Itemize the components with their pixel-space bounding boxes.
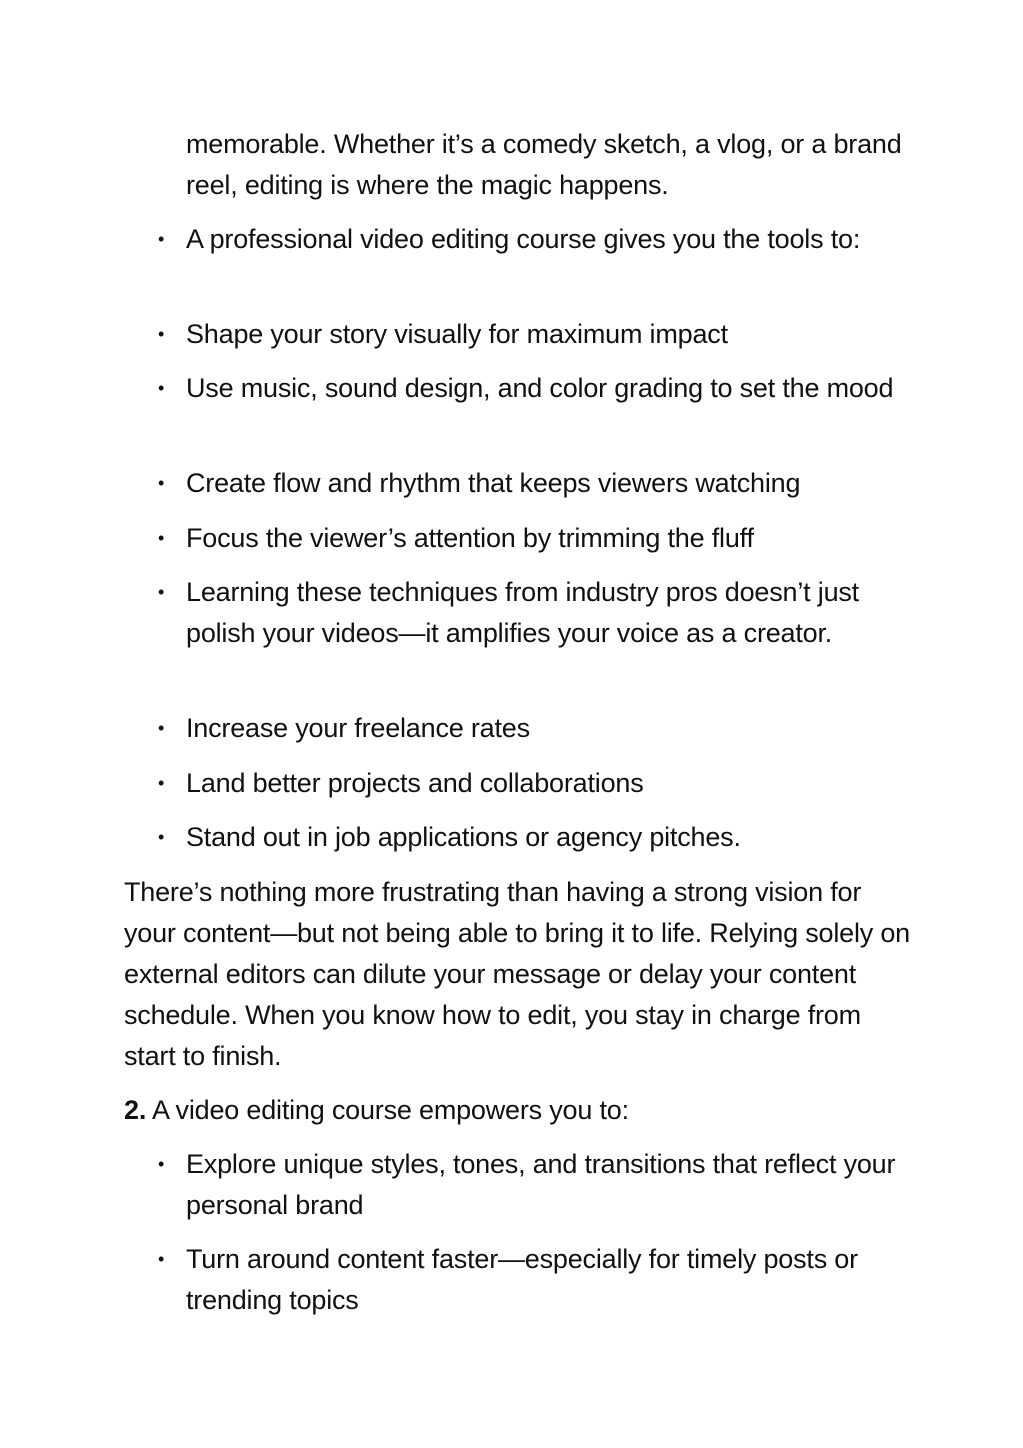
section-number: 2.	[124, 1095, 147, 1125]
bullet-icon: •	[157, 1154, 165, 1174]
list-item-text: Create flow and rhythm that keeps viewers watching	[186, 468, 801, 498]
bullet-icon: •	[157, 324, 165, 344]
list-item-text: Stand out in job applications or agency pitches.	[186, 822, 741, 852]
list-item-text: Increase your freelance rates	[186, 713, 530, 743]
bullet-icon: •	[157, 718, 165, 738]
list-item-text: Shape your story visually for maximum impact	[186, 319, 728, 349]
list-item-text: Focus the viewer’s attention by trimming the fluff	[186, 523, 754, 553]
list-item-text: Land better projects and collaborations	[186, 768, 644, 798]
bullet-icon: •	[157, 473, 165, 493]
bullet-icon: •	[157, 528, 165, 548]
list-item-text: Explore unique styles, tones, and transitions that reflect your personal brand	[186, 1149, 896, 1220]
body-paragraph: There’s nothing more frustrating than having a strong vision for your content—but not being able to bring it to life. Relying solely on external editors can dilute your message or delay your content schedule. When you know how to edit, you stay in charge from start to finish.	[124, 877, 910, 1071]
list-item-text: A professional video editing course gives you the tools to:	[186, 224, 861, 254]
bullet-icon: •	[157, 827, 165, 847]
bullet-icon: •	[157, 229, 165, 249]
bullet-icon: •	[157, 582, 165, 602]
list-item-text: Turn around content faster—especially for timely posts or trending topics	[186, 1244, 858, 1315]
bullet-icon: •	[157, 773, 165, 793]
bullet-icon: •	[157, 378, 165, 398]
list-item-text: Use music, sound design, and color grading to set the mood	[186, 373, 894, 403]
bullet-icon: •	[157, 1249, 165, 1269]
list-item-text: Learning these techniques from industry pros doesn’t just polish your videos—it amplifies your voice as a creator.	[186, 577, 859, 648]
section-heading	[124, 1090, 914, 1131]
continuation-text: memorable. Whether it’s a comedy sketch, a vlog, or a brand reel, editing is where the magic happens.	[186, 129, 902, 200]
section-text: A video editing course empowers you to:	[151, 1095, 629, 1125]
